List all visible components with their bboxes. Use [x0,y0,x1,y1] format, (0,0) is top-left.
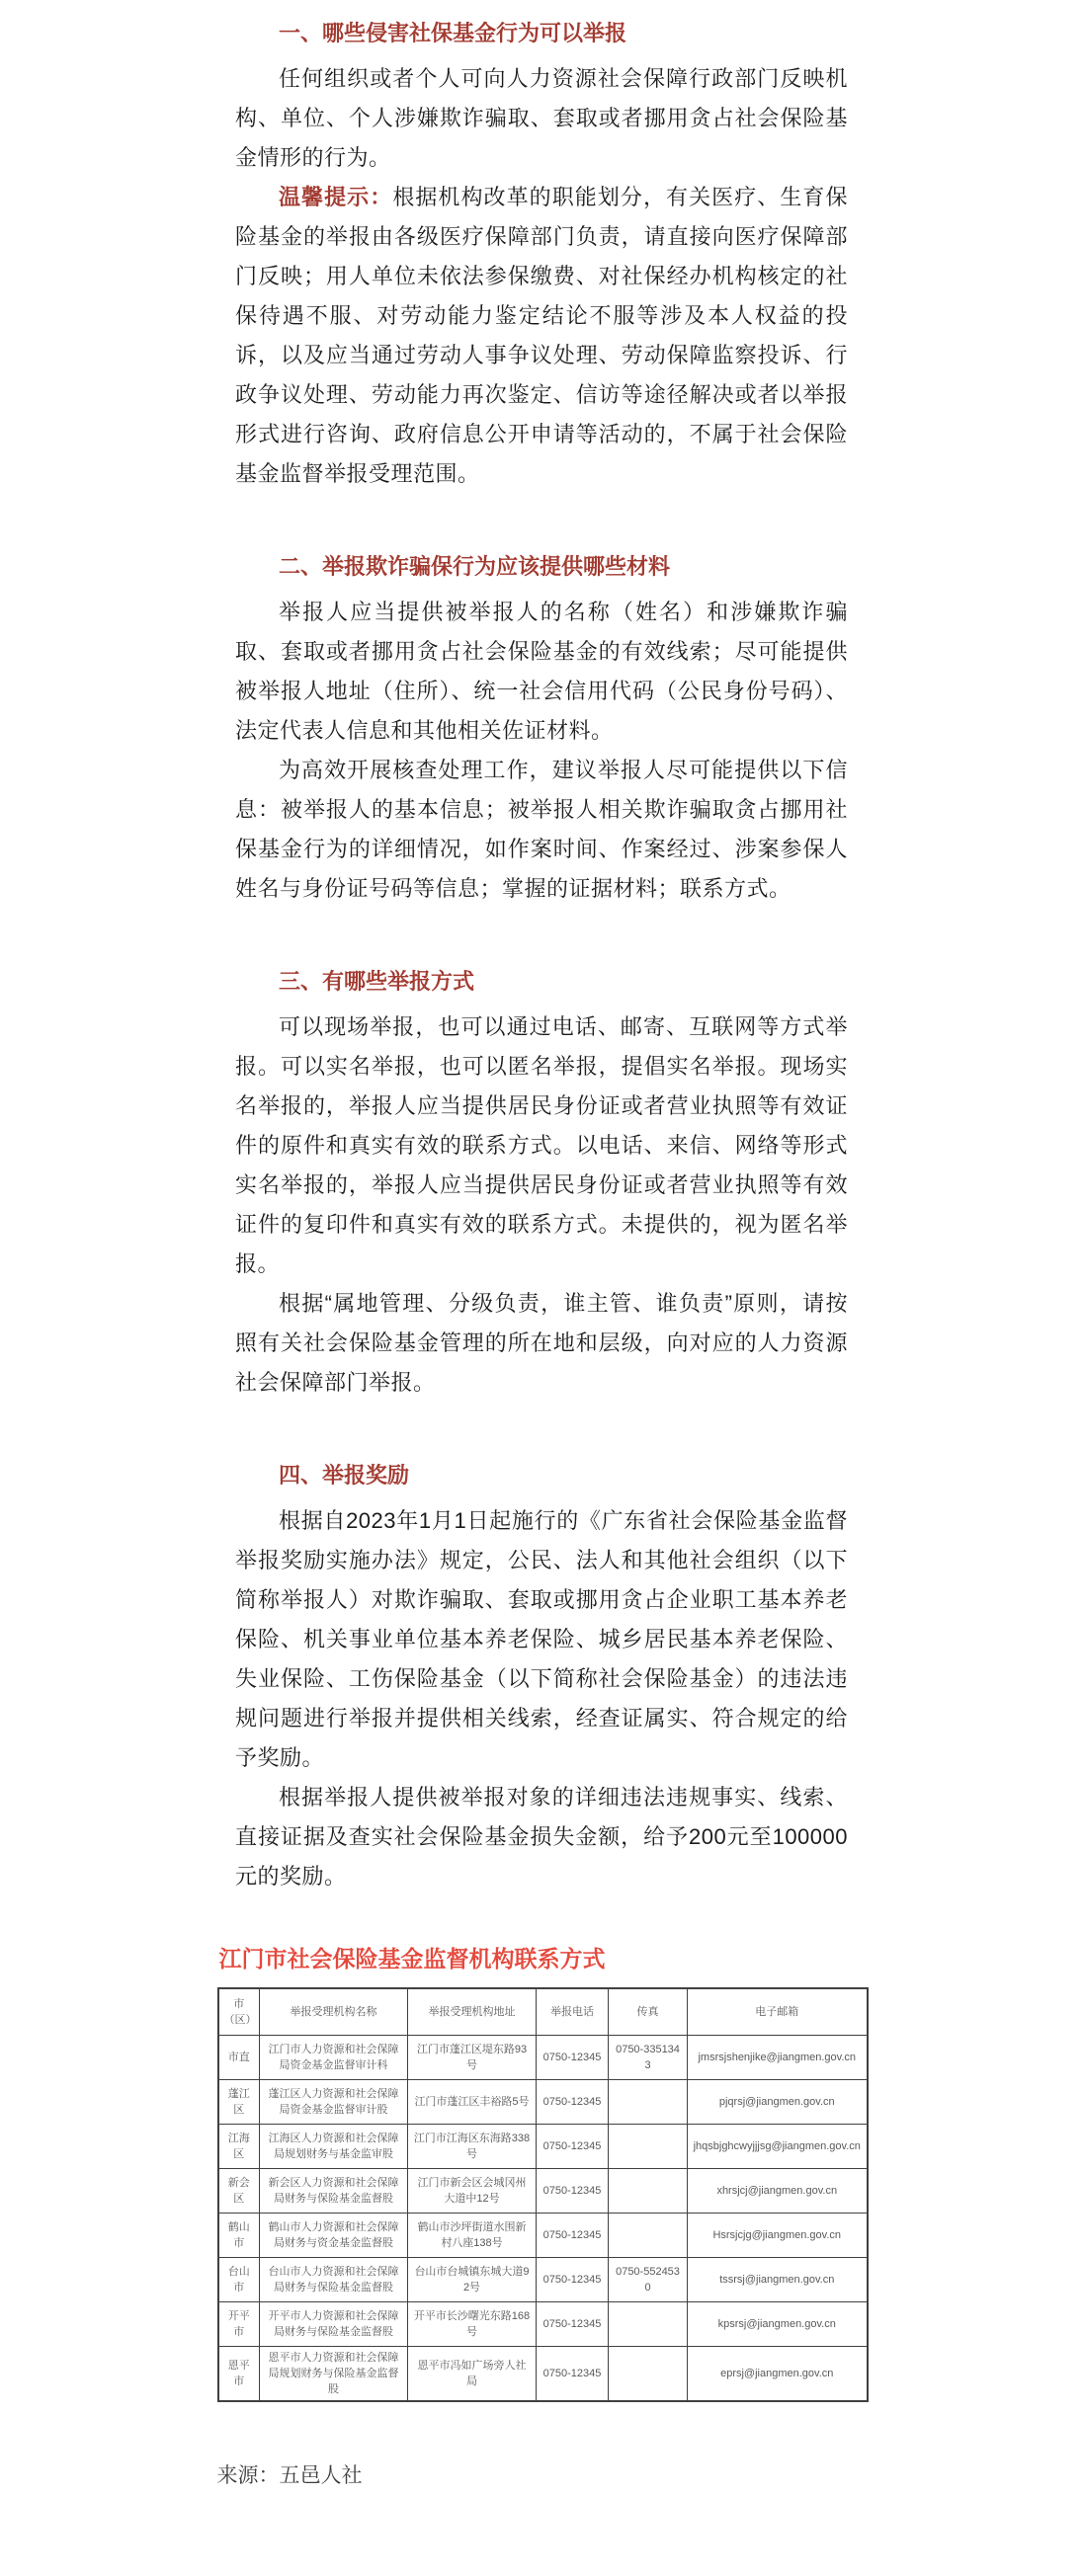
article-body [235,16,848,1896]
section-4-paragraph-1: 根据自2023年1月1日起施行的《广东省社会保险基金监督举报奖励实施办法》规定，公民、法人和其他社会组织（以下简称举报人）对欺诈骗取、套取或挪用贪占企业职工基本养老保险、机关事业单位基本养老保险、城乡居民基本养老保险、失业保险、工伤保险基金（以下简称社会保险基金）的违法违规问题进行举报并提供相关线索，经查证属实、符合规定的给予奖励。 [235,1508,848,1770]
cell-email: eprsj@jiangmen.gov.cn [688,2347,868,2402]
section-1-title: 一、哪些侵害社保基金行为可以举报 [279,21,627,45]
section-rewards [235,1458,848,1896]
cell-phone: 0750-12345 [537,2214,609,2258]
section-4-title: 四、举报奖励 [279,1463,410,1488]
table-row [218,2080,868,2125]
section-required-materials [235,549,848,909]
cell-email: Hsrsjcjg@jiangmen.gov.cn [688,2214,868,2258]
cell-phone: 0750-12345 [537,2125,609,2169]
tip-paragraph [235,178,848,494]
cell-email: kpsrsj@jiangmen.gov.cn [688,2302,868,2347]
cell-fax [609,2214,688,2258]
cell-phone: 0750-12345 [537,2258,609,2302]
cell-agency-name: 蓬江区人力资源和社会保障局资金基金监督审计股 [260,2080,408,2125]
cell-email: tssrsj@jiangmen.gov.cn [688,2258,868,2302]
cell-phone: 0750-12345 [537,2036,609,2080]
section-1-paragraph: 任何组织或者个人可向人力资源社会保障行政部门反映机构、单位、个人涉嫌欺诈骗取、套取或者挪用贪占社会保险基金情形的行为。 [235,66,848,170]
cell-email: xhrsjcj@jiangmen.gov.cn [688,2169,868,2214]
cell-agency-name: 江海区人力资源和社会保障局规划财务与基金监审股 [260,2125,408,2169]
cell-district: 市直 [218,2036,260,2080]
cell-agency-name: 恩平市人力资源和社会保障局规划财务与保险基金监督股 [260,2347,408,2402]
cell-phone: 0750-12345 [537,2169,609,2214]
cell-fax: 0750-3351343 [609,2036,688,2080]
table-row [218,2125,868,2169]
cell-phone: 0750-12345 [537,2080,609,2125]
cell-district: 蓬江区 [218,2080,260,2125]
contact-table-title: 江门市社会保险基金监督机构联系方式 [218,1946,606,1972]
col-header-district: 市（区） [218,1988,260,2036]
cell-agency-address: 恩平市冯如广场旁人社局 [408,2347,537,2402]
cell-district: 恩平市 [218,2347,260,2402]
tip-prefix-label: 温馨提示： [279,185,393,209]
col-header-agency-name: 举报受理机构名称 [260,1988,408,2036]
table-row [218,2169,868,2214]
contact-table-body [218,2036,868,2402]
cell-agency-address: 江门市新会区会城冈州大道中12号 [408,2169,537,2214]
col-header-phone: 举报电话 [537,1988,609,2036]
cell-agency-address: 鹤山市沙坪街道水围新村八座138号 [408,2214,537,2258]
cell-fax [609,2125,688,2169]
cell-phone: 0750-12345 [537,2347,609,2402]
cell-district: 新会区 [218,2169,260,2214]
cell-agency-name: 江门市人力资源和社会保障局资金基金监督审计科 [260,2036,408,2080]
section-3-paragraph-2: 根据“属地管理、分级负责，谁主管、谁负责”原则，请按照有关社会保险基金管理的所在地和层级，向对应的人力资源社会保障部门举报。 [235,1291,848,1395]
cell-agency-address: 江门市蓬江区丰裕路5号 [408,2080,537,2125]
cell-email: jhqsbjghcwyjjjsg@jiangmen.gov.cn [688,2125,868,2169]
cell-phone: 0750-12345 [537,2302,609,2347]
cell-agency-address: 江门市江海区东海路338号 [408,2125,537,2169]
section-3-paragraph-1: 可以现场举报，也可以通过电话、邮寄、互联网等方式举报。可以实名举报，也可以匿名举报，提倡实名举报。现场实名举报的，举报人应当提供居民身份证或者营业执照等有效证件的原件和真实有效的联系方式。以电话、来信、网络等形式实名举报的，举报人应当提供居民身份证或者营业执照等有效证件的复印件和真实有效的联系方式。未提供的，视为匿名举报。 [235,1014,848,1276]
table-row [218,2347,868,2402]
contact-section [217,1944,867,2489]
section-2-paragraph-1: 举报人应当提供被举报人的名称（姓名）和涉嫌欺诈骗取、套取或者挪用贪占社会保险基金的有效线索；尽可能提供被举报人地址（住所）、统一社会信用代码（公民身份号码）、法定代表人信息和其他相关佐证材料。 [235,600,848,743]
cell-agency-name: 新会区人力资源和社会保障局财务与保险基金监督股 [260,2169,408,2214]
col-header-email: 电子邮箱 [688,1988,868,2036]
section-3-title: 三、有哪些举报方式 [279,969,475,994]
col-header-fax: 传真 [609,1988,688,2036]
section-4-paragraph-2: 根据举报人提供被举报对象的详细违法违规事实、线索、直接证据及查实社会保险基金损失金额，给予200元至100000元的奖励。 [235,1785,848,1889]
col-header-agency-address: 举报受理机构地址 [408,1988,537,2036]
source-attribution: 来源：五邑人社 [216,2463,363,2487]
cell-district: 台山市 [218,2258,260,2302]
cell-email: pjqrsj@jiangmen.gov.cn [688,2080,868,2125]
header-row [218,1988,868,2036]
cell-email: jmsrsjshenjike@jiangmen.gov.cn [688,2036,868,2080]
cell-fax: 0750-5524530 [609,2258,688,2302]
cell-fax [609,2080,688,2125]
tip-text: 根据机构改革的职能划分，有关医疗、生育保险基金的举报由各级医疗保障部门负责，请直接向医疗保障部门反映；用人单位未依法参保缴费、对社保经办机构核定的社保待遇不服、对劳动能力鉴定结论不服等涉及本人权益的投诉，以及应当通过劳动人事争议处理、劳动保障监察投诉、行政争议处理、劳动能力再次鉴定、信访等途径解决或者以举报形式进行咨询、政府信息公开申请等活动的，不属于社会保险基金监督举报受理范围。 [235,185,848,486]
cell-fax [609,2169,688,2214]
table-row [218,2214,868,2258]
cell-agency-name: 开平市人力资源和社会保障局财务与保险基金监督股 [260,2302,408,2347]
table-row [218,2036,868,2080]
section-reporting-methods [235,964,848,1403]
cell-district: 开平市 [218,2302,260,2347]
table-row [218,2302,868,2347]
cell-fax [609,2302,688,2347]
cell-agency-name: 鹤山市人力资源和社会保障局财务与资金基金监督股 [260,2214,408,2258]
cell-agency-name: 台山市人力资源和社会保障局财务与保险基金监督股 [260,2258,408,2302]
table-row [218,2258,868,2302]
contact-table [217,1987,869,2402]
cell-agency-address: 开平市长沙曙光东路168号 [408,2302,537,2347]
section-2-paragraph-2: 为高效开展核查处理工作，建议举报人尽可能提供以下信息：被举报人的基本信息；被举报人相关欺诈骗取贪占挪用社保基金行为的详细情况，如作案时间、作案经过、涉案参保人姓名与身份证号码等信息；掌握的证据材料；联系方式。 [235,758,848,901]
cell-district: 鹤山市 [218,2214,260,2258]
cell-agency-address: 台山市台城镇东城大道92号 [408,2258,537,2302]
section-2-title: 二、举报欺诈骗保行为应该提供哪些材料 [279,554,671,579]
contact-table-header [218,1988,868,2036]
cell-agency-address: 江门市蓬江区堤东路93号 [408,2036,537,2080]
cell-district: 江海区 [218,2125,260,2169]
section-what-can-be-reported [235,16,848,178]
cell-fax [609,2347,688,2402]
